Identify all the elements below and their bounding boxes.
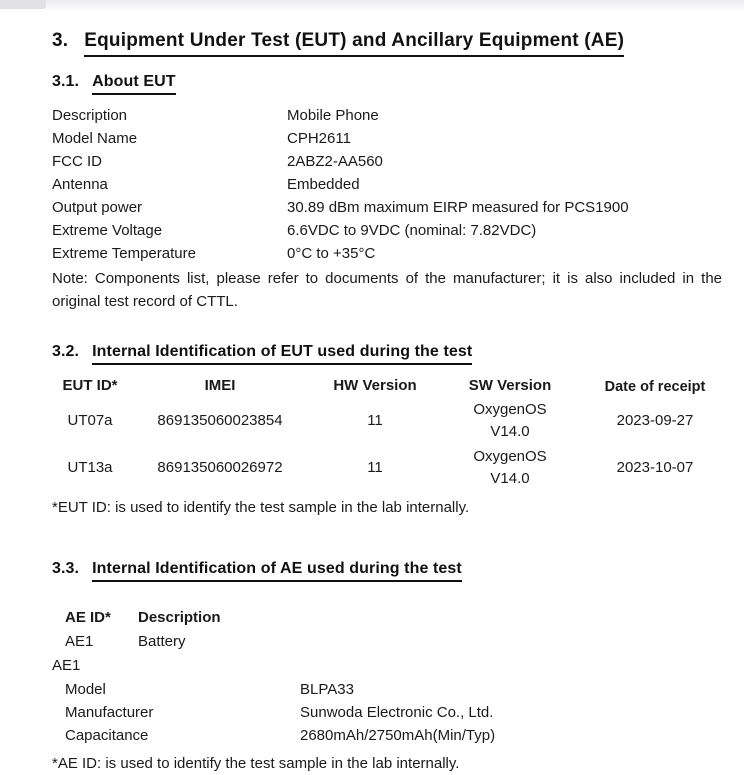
sw-version-line1: OxygenOS	[473, 447, 547, 465]
section-31-heading	[52, 73, 722, 95]
kv-value: 30.89 dBm maximum EIRP measured for PCS1900	[287, 199, 629, 216]
kv-value: 2ABZ2-AA560	[287, 153, 383, 170]
cell-eut-id: UT07a	[67, 412, 113, 429]
kv-label: Manufacturer	[65, 704, 154, 721]
cell-date-of-receipt: 2023-09-27	[616, 412, 694, 429]
cell-imei: 869135060023854	[157, 412, 283, 429]
kv-label: Model	[65, 681, 106, 698]
eut-properties-list	[52, 104, 722, 265]
section-32-number: 3.2.	[52, 343, 80, 360]
cell-ae-id: AE1	[65, 633, 94, 650]
kv-value: BLPA33	[300, 681, 354, 698]
cell-ae-description: Battery	[138, 633, 186, 650]
section-33-title: Internal Identification of AE used during the test	[92, 560, 462, 582]
kv-label: Model Name	[52, 130, 138, 147]
col-header-eut-id: EUT ID*	[62, 376, 118, 394]
table-row	[65, 630, 722, 654]
kv-row-model	[65, 678, 722, 701]
ae-details-list	[65, 678, 722, 747]
spacer	[52, 313, 722, 343]
section-32-heading	[52, 343, 722, 365]
kv-label: FCC ID	[52, 153, 102, 170]
section-31-number: 3.1.	[52, 73, 80, 90]
col-header-imei: IMEI	[204, 376, 236, 394]
kv-label: Output power	[52, 199, 143, 216]
kv-value: 0°C to +35°C	[287, 245, 376, 262]
cell-sw-version	[450, 446, 570, 490]
eut-table-header-row	[40, 374, 740, 397]
sw-version-line1: OxygenOS	[473, 400, 547, 418]
cell-sw-version	[450, 399, 570, 443]
kv-value: Embedded	[287, 176, 360, 193]
cell-eut-id: UT13a	[67, 459, 113, 476]
eut-id-footnote: *EUT ID: is used to identify the test sample in the lab internally.	[52, 499, 470, 516]
kv-row-antenna	[52, 173, 722, 196]
kv-row-description	[52, 104, 722, 127]
eut-identification-table	[40, 374, 740, 491]
kv-row-capacitance	[65, 724, 722, 747]
components-note: Note: Components list, please refer to documents of the manufacturer; it is also included in the original test record of CTTL.	[52, 270, 722, 310]
kv-label: Antenna	[52, 176, 108, 193]
col-header-hw-version: HW Version	[333, 376, 417, 394]
kv-row-output-power	[52, 196, 722, 219]
section-3-number: 3.	[52, 30, 69, 51]
cell-imei: 869135060026972	[157, 459, 283, 476]
sw-version-line2: V14.0	[490, 422, 530, 440]
section-3-heading	[52, 30, 722, 57]
kv-label: Extreme Temperature	[52, 245, 196, 262]
section-33-number: 3.3.	[52, 560, 80, 577]
cell-date-of-receipt: 2023-10-07	[616, 459, 694, 476]
kv-value: CPH2611	[287, 130, 351, 147]
ae-id-footnote: *AE ID: is used to identify the test sample in the lab internally.	[52, 755, 460, 772]
kv-row-fcc-id	[52, 150, 722, 173]
section-32-title: Internal Identification of EUT used during the test	[92, 343, 472, 365]
kv-label: Capacitance	[65, 727, 149, 744]
sw-version-line2: V14.0	[490, 469, 530, 487]
kv-value: 6.6VDC to 9VDC (nominal: 7.82VDC)	[287, 222, 537, 239]
kv-row-manufacturer	[65, 701, 722, 724]
kv-label: Extreme Voltage	[52, 222, 163, 239]
section-31-title: About EUT	[92, 73, 176, 95]
kv-row-extreme-temperature	[52, 242, 722, 265]
spacer	[52, 519, 722, 560]
ae-table-header-row	[65, 606, 722, 630]
section-3-title: Equipment Under Test (EUT) and Ancillary Equipment (AE)	[84, 30, 624, 57]
kv-value: Mobile Phone	[287, 107, 379, 124]
cell-hw-version: 11	[367, 412, 383, 429]
section-33-heading	[52, 560, 722, 582]
ae-identification-table	[65, 606, 722, 654]
ae-group-label: AE1	[52, 657, 81, 674]
col-header-description: Description	[138, 609, 221, 626]
cell-hw-version: 11	[367, 459, 383, 476]
kv-label: Description	[52, 107, 128, 124]
col-header-ae-id: AE ID*	[65, 609, 111, 626]
kv-value: 2680mAh/2750mAh(Min/Typ)	[300, 727, 496, 744]
kv-row-extreme-voltage	[52, 219, 722, 242]
kv-row-model-name	[52, 127, 722, 150]
table-row	[40, 444, 740, 491]
table-row	[40, 397, 740, 444]
col-header-date-of-receipt: Date of receipt	[604, 379, 706, 395]
kv-value: Sunwoda Electronic Co., Ltd.	[300, 704, 494, 721]
col-header-sw-version: SW Version	[468, 376, 552, 394]
